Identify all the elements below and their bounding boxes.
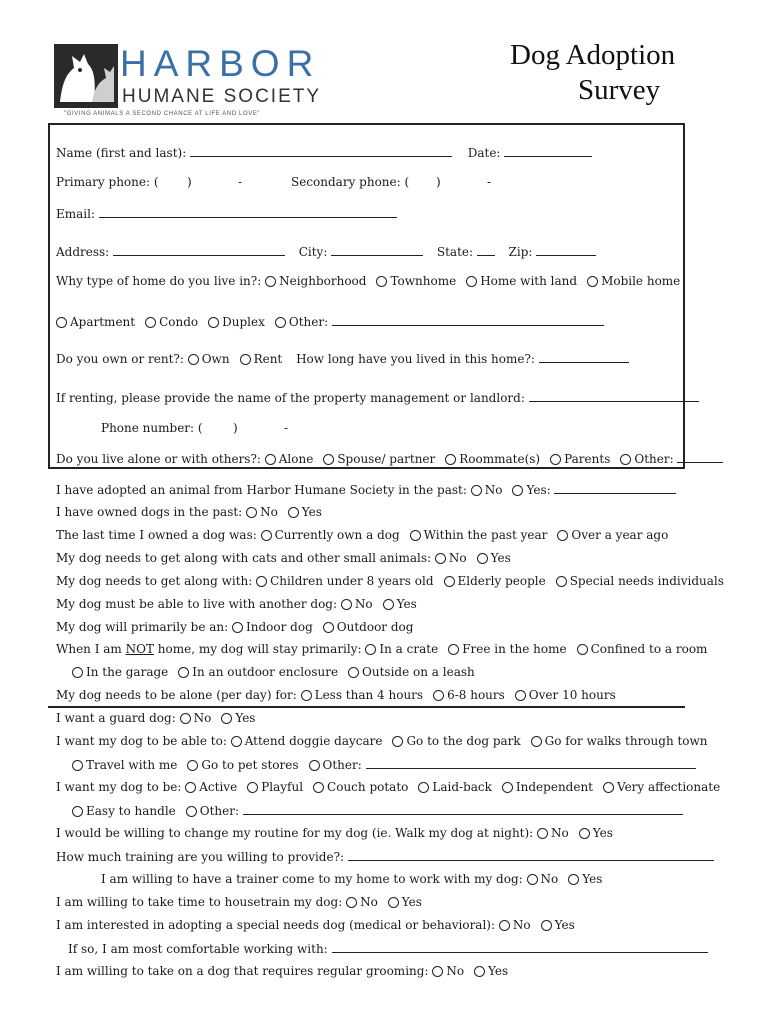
q-special-needs [56,918,575,932]
q-dog-to-be-row-1 [56,780,720,794]
primary-phone-dash: - [238,175,243,189]
date-field[interactable] [504,145,592,157]
how-long-field[interactable] [539,351,629,363]
home-mobile-label: Mobile home [601,274,681,288]
name-field[interactable] [190,145,452,157]
outdoor-radio[interactable] [323,622,334,633]
org-name-line2: HUMANE SOCIETY [122,86,322,107]
dog-to-be-other-label: Other: [199,804,240,818]
special-individuals-label: Special needs individuals [569,574,724,588]
playful-radio[interactable] [247,782,258,793]
daycare-label: Attend doggie daycare [244,734,383,748]
state-label: State: [436,245,474,259]
pet-stores-radio[interactable] [187,760,198,771]
org-name-line1: HARBOR [120,43,321,84]
q-last-time-label: The last time I owned a dog was: [56,528,257,542]
primary-phone-label: Primary phone: ( [56,175,159,189]
crate-label: In a crate [379,642,439,656]
own-radio[interactable] [188,354,199,365]
q-able-to-row-2 [72,757,696,772]
q-primarily-label: My dog will primarily be an: [56,620,229,634]
dog-to-be-other-field[interactable] [243,803,683,815]
special-yes-label: Yes [554,918,575,932]
q-primarily [56,620,413,634]
own-label: Own [201,352,230,366]
last-over-year-radio[interactable] [557,530,568,541]
garage-label: In the garage [86,665,169,679]
q-last-time [56,528,668,542]
grooming-no-label: No [446,964,465,978]
children-label: Children under 8 years old [270,574,434,588]
routine-no-radio[interactable] [537,828,548,839]
elderly-label: Elderly people [457,574,546,588]
another-dog-no-label: No [354,597,373,611]
q-not-home-row-1 [56,642,707,656]
adopted-yes-field[interactable] [554,482,676,494]
elderly-radio[interactable] [444,576,455,587]
garage-radio[interactable] [72,667,83,678]
couch-potato-label: Couch potato [327,780,409,794]
active-radio[interactable] [185,782,196,793]
indoor-radio[interactable] [232,622,243,633]
q-guard-label: I want a guard dog: [56,711,176,725]
independent-radio[interactable] [502,782,513,793]
landlord-phone-dash: - [284,421,289,435]
landlord-phone-label: Phone number: ( [101,421,203,435]
address-row [56,244,596,259]
q-cats-label: My dog needs to get along with cats and other small animals: [56,551,432,565]
special-no-radio[interactable] [499,920,510,931]
address-field[interactable] [113,244,285,256]
last-past-year-label: Within the past year [423,528,548,542]
pet-stores-label: Go to pet stores [201,758,299,772]
travel-label: Travel with me [86,758,178,772]
cats-no-label: No [448,551,467,565]
adopted-yes-radio[interactable] [512,485,523,496]
email-label: Email: [56,207,96,221]
q-guard [56,711,255,725]
how-long-label: How long have you lived in this home?: [296,352,535,366]
walks-town-radio[interactable] [531,736,542,747]
laid-back-radio[interactable] [418,782,429,793]
q-grooming [56,964,508,978]
alone-gt10-radio[interactable] [515,690,526,701]
routine-yes-radio[interactable] [579,828,590,839]
daycare-radio[interactable] [231,736,242,747]
landlord-label: If renting, please provide the name of the property management or landlord: [56,391,525,405]
address-label: Address: [56,245,110,259]
date-label: Date: [467,146,501,160]
secondary-phone-label: Secondary phone: ( [291,175,410,189]
cats-no-radio[interactable] [435,553,446,564]
live-with-label: Do you live alone or with others?: [56,452,261,466]
adopted-no-radio[interactable] [471,485,482,496]
secondary-phone-paren: ) [436,175,441,189]
dog-to-be-other-radio[interactable] [186,806,197,817]
training-field[interactable] [348,849,714,861]
guard-no-radio[interactable] [180,713,191,724]
special-individuals-radio[interactable] [556,576,567,587]
easy-handle-label: Easy to handle [86,804,176,818]
home-apartment-label: Apartment [70,315,136,329]
owned-yes-label: Yes [301,505,322,519]
dog-park-radio[interactable] [392,736,403,747]
guard-yes-label: Yes [235,711,256,725]
guard-no-label: No [193,711,212,725]
free-home-label: Free in the home [462,642,567,656]
rent-radio[interactable] [240,354,251,365]
live-parents-label: Parents [564,452,611,466]
home-townhome-radio[interactable] [376,276,387,287]
home-neighborhood-label: Neighborhood [279,274,367,288]
live-other-field[interactable] [677,451,723,463]
q-get-along [56,574,724,588]
housetrain-yes-label: Yes [401,895,422,909]
home-townhome-label: Townhome [390,274,457,288]
alone-6-8-radio[interactable] [433,690,444,701]
live-other-label: Other: [634,452,674,466]
primary-phone-paren: ) [187,175,192,189]
leash-label: Outside on a leash [362,665,475,679]
home-with-land-radio[interactable] [466,276,477,287]
home-condo-label: Condo [159,315,199,329]
couch-potato-radio[interactable] [313,782,324,793]
city-label: City: [298,245,328,259]
dog-park-label: Go to the dog park [406,734,521,748]
secondary-phone-dash: - [487,175,492,189]
q-routine [56,826,613,840]
q-alone [56,688,616,702]
trainer-no-label: No [540,872,559,886]
trainer-yes-label: Yes [582,872,603,886]
routine-yes-label: Yes [592,826,613,840]
q-training [56,849,714,864]
landlord-field[interactable] [529,390,699,402]
walks-town-label: Go for walks through town [544,734,708,748]
adopted-no-label: No [484,483,503,497]
home-duplex-radio[interactable] [208,317,219,328]
q-dog-to-be-row-2 [72,803,683,818]
confined-room-label: Confined to a room [590,642,708,656]
indoor-label: Indoor dog [246,620,313,634]
own-rent-row [56,351,629,366]
playful-label: Playful [261,780,304,794]
last-current-radio[interactable] [261,530,272,541]
zip-field[interactable] [536,244,596,256]
easy-handle-radio[interactable] [72,806,83,817]
home-other-field[interactable] [332,314,604,326]
q-cats [56,551,511,565]
housetrain-no-radio[interactable] [346,897,357,908]
q-adopted-before-label: I have adopted an animal from Harbor Humane Society in the past: [56,483,467,497]
home-neighborhood-radio[interactable] [265,276,276,287]
routine-no-label: No [551,826,569,840]
form-title-line2: Survey [578,74,661,106]
q-able-to-label: I want my dog to be able to: [56,734,227,748]
home-duplex-label: Duplex [222,315,265,329]
live-roommates-radio[interactable] [445,454,456,465]
email-row [56,206,397,221]
cats-yes-label: Yes [490,551,511,565]
comfortable-field[interactable] [332,941,708,953]
home-condo-radio[interactable] [145,317,156,328]
cats-yes-radio[interactable] [477,553,488,564]
owned-yes-radio[interactable] [288,507,299,518]
affectionate-label: Very affectionate [617,780,721,794]
live-alone-radio[interactable] [265,454,276,465]
another-dog-yes-label: Yes [396,597,417,611]
section-divider [48,706,685,708]
active-label: Active [199,780,238,794]
outdoor-enclosure-label: In an outdoor enclosure [192,665,339,679]
travel-radio[interactable] [72,760,83,771]
logo [54,43,322,122]
dog-cat-silhouette-icon [54,44,118,108]
able-other-radio[interactable] [309,760,320,771]
zip-label: Zip: [508,245,533,259]
q-trainer-label: I am willing to have a trainer come to my home to work with my dog: [101,872,523,886]
own-rent-label: Do you own or rent?: [56,352,184,366]
q-owned-dogs [56,505,322,519]
q-comfortable-label: If so, I am most comfortable working with: [68,942,328,956]
q-another-dog [56,597,417,611]
q-training-label: How much training are you willing to provide?: [56,850,345,864]
q-special-needs-label: I am interested in adopting a special needs dog (medical or behavioral): [56,918,496,932]
last-over-year-label: Over a year ago [571,528,669,542]
laid-back-label: Laid-back [432,780,492,794]
home-other-label: Other: [288,315,329,329]
trainer-no-radio[interactable] [527,874,538,885]
home-apartment-radio[interactable] [56,317,67,328]
q-able-to-row-1 [56,734,708,748]
able-other-field[interactable] [366,757,696,769]
q-owned-dogs-label: I have owned dogs in the past: [56,505,243,519]
home-type-label: Why type of home do you live in?: [56,274,262,288]
confined-room-radio[interactable] [577,644,588,655]
outdoor-enclosure-radio[interactable] [178,667,189,678]
alone-gt10-label: Over 10 hours [528,688,616,702]
q-not-home-row-2 [72,665,475,679]
able-other-label: Other: [322,758,362,772]
special-no-label: No [512,918,531,932]
rent-label: Rent [253,352,283,366]
form-title-line1: Dog Adoption [510,39,676,71]
name-label: Name (first and last): [56,146,187,160]
housetrain-no-label: No [360,895,378,909]
org-tagline: "GIVING ANIMALS A SECOND CHANCE AT LIFE AND LOVE" [64,111,261,117]
q-adopted-before [56,482,676,497]
email-field[interactable] [99,206,397,218]
q-dog-to-be-label: I want my dog to be: [56,780,182,794]
live-roommates-label: Roommate(s) [459,452,541,466]
adopted-yes-label: Yes: [526,483,551,497]
last-past-year-radio[interactable] [410,530,421,541]
alone-6-8-label: 6-8 hours [447,688,505,702]
home-type-row-2 [56,314,604,329]
q-grooming-label: I am willing to take on a dog that requires regular grooming: [56,964,429,978]
free-home-radio[interactable] [448,644,459,655]
leash-radio[interactable] [348,667,359,678]
q-trainer [101,872,602,886]
live-spouse-label: Spouse/ partner [337,452,436,466]
special-yes-radio[interactable] [541,920,552,931]
q-another-dog-label: My dog must be able to live with another dog: [56,597,338,611]
live-alone-label: Alone [278,452,314,466]
state-field[interactable] [477,244,495,256]
outdoor-label: Outdoor dog [336,620,414,634]
guard-yes-radio[interactable] [221,713,232,724]
another-dog-no-radio[interactable] [341,599,352,610]
another-dog-yes-radio[interactable] [383,599,394,610]
q-routine-label: I would be willing to change my routine for my dog (ie. Walk my dog at night): [56,826,534,840]
q-comfortable [68,941,708,956]
grooming-yes-label: Yes [488,964,509,978]
owned-no-radio[interactable] [246,507,257,518]
children-radio[interactable] [256,576,267,587]
housetrain-yes-radio[interactable] [388,897,399,908]
q-not-home-label-post: home, my dog will stay primarily: [153,642,362,656]
live-spouse-radio[interactable] [323,454,334,465]
home-mobile-radio[interactable] [587,276,598,287]
home-with-land-label: Home with land [480,274,578,288]
grooming-yes-radio[interactable] [474,966,485,977]
q-not-home-emphasis: NOT [125,642,154,656]
live-with-row [56,451,723,466]
alone-lt4-radio[interactable] [301,690,312,701]
q-not-home-label-pre: When I am [56,642,126,656]
alone-lt4-label: Less than 4 hours [314,688,424,702]
q-get-along-label: My dog needs to get along with: [56,574,253,588]
landlord-row [56,390,699,405]
owned-no-label: No [260,505,278,519]
grooming-no-radio[interactable] [432,966,443,977]
home-other-radio[interactable] [275,317,286,328]
trainer-yes-radio[interactable] [568,874,579,885]
last-current-label: Currently own a dog [274,528,400,542]
landlord-phone-paren: ) [233,421,238,435]
live-parents-radio[interactable] [550,454,561,465]
crate-radio[interactable] [365,644,376,655]
affectionate-radio[interactable] [603,782,614,793]
independent-label: Independent [515,780,594,794]
name-row [56,145,592,160]
home-type-row-1 [56,274,680,288]
q-alone-label: My dog needs to be alone (per day) for: [56,688,297,702]
city-field[interactable] [331,244,423,256]
q-housetrain-label: I am willing to take time to housetrain my dog: [56,895,343,909]
q-housetrain [56,895,422,909]
live-other-radio[interactable] [620,454,631,465]
